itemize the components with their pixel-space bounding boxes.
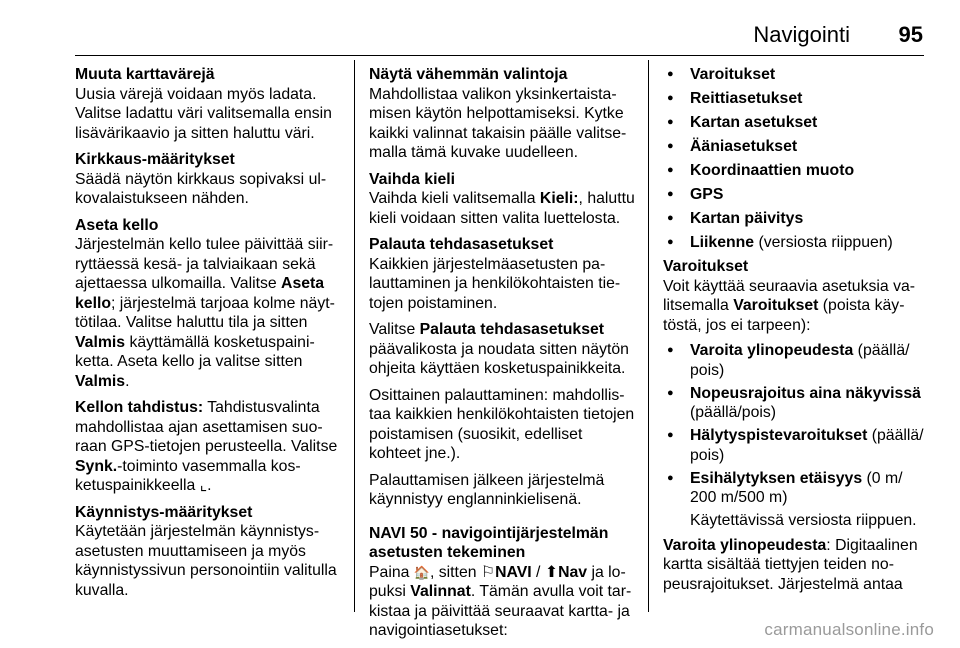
section-change-language [369,170,637,229]
section-text: Säädä näytön kirkkaus sopivaksi ulkovalaistukseen nähden. [75,170,327,207]
list-item [663,161,931,181]
text: , sitten [429,563,481,581]
list-item [663,113,931,133]
warning-options-list [663,341,931,508]
text: (päällä/ pois) [690,427,924,464]
bold-term: Varoitukset [690,66,776,83]
bold-term: Kieli: [539,190,579,207]
bold-term: Aseta kello [75,275,325,312]
section-heading: Muuta karttavärejä [75,66,215,83]
section-heading: Kirkkaus-määritykset [75,151,235,168]
bold-term: Reittiasetukset [690,90,803,107]
bold-term: Koordinaattien muoto [690,162,855,179]
bold-term: Valinnat [410,583,471,600]
page-header [0,0,960,58]
section-heading: NAVI 50 - navigointijärjestelmän asetusten tekeminen [369,524,609,561]
flag-icon: ⚐ [480,563,496,581]
paragraph [369,255,637,314]
section-heading: Aseta kello [75,216,159,234]
section-heading: Palauta tehdasasetukset [369,236,554,253]
text: Voit käyttää seuraavia asetuksia valitsemalla [663,277,916,314]
text: Tahdistusvalinta mahdollistaa ajan asettamisen suoraan GPS-tietojen perusteella. Valitse [75,399,338,455]
bold-term: Nopeusrajoitus aina näkyvissä [690,384,921,402]
column-divider-2 [648,60,649,612]
list-item [663,185,931,205]
text: . Tämän avulla voit tarkistaa ja päivittää seuraavat kartta- ja navigointiasetukset: [369,583,632,639]
paragraph [369,320,637,379]
text: -toiminto vasemmalla kosketuspainikkeella ⌞. [75,457,301,494]
text: Paina [369,563,414,581]
bold-term: Varoitukset [733,297,819,314]
text: Järjestelmän kello tulee päivittää siirryttäessä kesä- ja talviaikaan sekä ajettaessa ulkomailla. Valitse [75,236,334,292]
list-item [663,233,931,253]
section-warnings [663,257,931,335]
text: (päällä/ pois) [690,342,910,379]
text: (poista käytöstä, jos ei tarpeen): [663,297,905,334]
bold-term: Liikenne [690,234,755,251]
paragraph [369,471,637,510]
paragraph [369,386,637,464]
section-text: Uusia värejä voidaan myös ladata. Valitse ladattu väri valitsemalla ensin lisävärikaavio ja sitten haluttu väri. [75,85,332,142]
text: ; järjestelmä tarjoaa kolme näyttötilaa. Valitse haluttu tila ja sitten [75,294,335,331]
header-rule [75,55,924,56]
text: käyttämällä kosketuspainiketta. Aseta kello ja valitse sitten [75,333,315,370]
chapter-title: Navigointi [753,22,850,47]
section-set-clock [75,216,343,392]
bold-term: Kartan päivitys [690,210,804,227]
text: päävalikosta ja noudata sitten näytön ohjeita käyttäen kosketuspainikkeita. [369,340,629,377]
page-number: 95 [898,22,923,47]
section-heading: Näytä vähemmän valintoja [369,66,568,83]
text: . [125,372,130,390]
text: Valitse [369,321,420,338]
list-item [663,384,931,423]
bold-term: Kellon tahdistus: [75,399,204,416]
text: (versiosta riippuen) [754,234,893,251]
text: (päällä/pois) [690,404,777,421]
bold-term: NAVI [495,563,532,581]
bold-term: Nav [558,563,588,581]
text: : Digitaalinen kartta sisältää tiettyjen teiden nopeusrajoitukset. Järjestelmä antaa [663,536,918,593]
text: ja lopuksi [369,563,626,600]
text: Palauttamisen jälkeen järjestelmä käynnistyy englanninkielisenä. [369,471,605,508]
column-2 [369,65,637,648]
column-divider-1 [354,60,355,612]
section-heading: Varoitukset [663,258,749,275]
section-speed-warning [663,536,931,595]
section-clock-sync [75,398,343,496]
list-item [663,341,931,380]
column-3 [663,65,931,601]
home-icon: 🏠 [413,564,430,580]
list-item [663,469,931,508]
bold-term: Varoita ylinopeudesta [663,536,827,554]
bold-term: Palauta tehdasasetukset [419,321,605,338]
column-1 [75,65,343,607]
text: , haluttu kieli voidaan sitten valita luettelosta. [369,190,635,227]
section-heading: Käynnistys-määritykset [75,503,253,521]
bold-term: Esihälytyksen etäisyys [690,469,863,487]
bold-term: Ääniasetukset [690,138,798,155]
list-item [663,89,931,109]
section-fewer-options [369,65,637,163]
section-factory-reset [369,235,637,510]
bold-term: GPS [690,186,724,203]
text: Vaihda kieli valitsemalla [369,190,540,207]
section-heading: Vaihda kieli [369,170,456,188]
watermark: carmanualsonline.info [764,620,934,639]
bold-term: Valmis [75,372,126,390]
bold-term: Synk. [75,457,118,475]
section-text: Mahdollistaa valikon yksinkertaistamisen käytön helpottamiseksi. Kytke kaikki valinnat takaisin päälle valitsemalla tämä kuvake uudelleen. [369,85,627,161]
list-item [663,137,931,157]
bold-term: Hälytyspistevaroitukset [690,427,868,444]
settings-list [663,65,931,253]
section-brightness [75,150,343,209]
text: Kaikkien järjestelmäasetusten palauttaminen ja henkilökohtaisten tietojen poistaminen. [369,255,621,312]
section-startup [75,503,343,601]
section-navi50-settings [369,524,637,641]
bold-term: Kartan asetukset [690,114,818,131]
section-text: Käytetään järjestelmän käynnistysasetusten muuttamiseen ja myös käynnistyssivun personointiin valitulla kuvalla. [75,523,337,599]
list-item [663,65,931,85]
text: Osittainen palauttaminen: mahdollistaa kaikkien henkilökohtaisten tietojen poistamisen (suosikit, edelliset kohteet jne.). [369,386,635,462]
section-map-colors [75,65,343,143]
bold-term: Varoita ylinopeudesta [690,342,854,359]
availability-note: Käytettävissä versiosta riippuen. [690,512,917,529]
bold-term: Valmis [75,333,126,351]
arrow-up-icon: ⬆ [544,563,559,581]
text: / [531,563,545,581]
list-item [663,426,931,465]
list-item [663,209,931,229]
text: (0 m/ 200 m/500 m) [690,469,903,506]
